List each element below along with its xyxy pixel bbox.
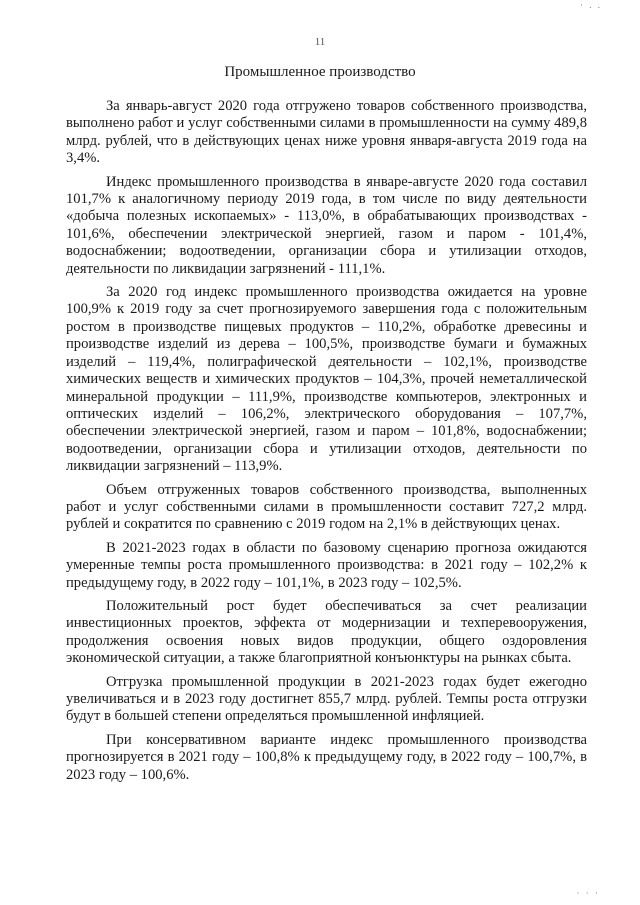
paragraph-shipment-volume: Объем отгруженных товаров собственного производства, выполненных работ и услуг собственными силами в промышленности составит 727,2 млрд. рублей и сократится по сравнению с 2019 годом на 2,1% в действующих ценах.	[66, 481, 587, 533]
paragraph-conservative-scenario: При консервативном варианте индекс промышленного производства прогнозируется в 2021 году – 100,8% к предыдущему году, в 2022 году – 100,7%, в 2023 году – 100,6%.	[66, 731, 587, 783]
paragraph-shipment-jan-aug: За январь-август 2020 года отгружено товаров собственного производства, выполнено работ и услуг собственными силами в промышленности на сумму 489,8 млрд. рублей, что в действующих ценах ниже уровня января-августа 2019 года на 3,4%.	[66, 98, 587, 167]
scan-mark-top: · . .	[580, 0, 602, 10]
section-title: Промышленное производство	[224, 64, 416, 80]
paragraph-production-index: Индекс промышленного производства в январе-августе 2020 года составил 101,7% к аналогичному периоду 2019 года, в том числе по виду деятельности «добыча полезных ископаемых» - 113,0%, в обрабатывающих производствах - 101,6%, обеспечении электрической энергией, газом и паром - 101,4%, водоснабжении; водоотведении, организации сбора и утилизации отходов, деятельности по ликвидации загрязнений - 111,1%.	[66, 173, 587, 277]
paragraph-growth-drivers: Положительный рост будет обеспечиваться за счет реализации инвестиционных проектов, эффекта от модернизации и техперевооружения, продолжения освоения новых видов продукции, общего оздоровления экономической ситуации, а также благоприятной конъюнктуры на рынках сбыта.	[66, 597, 587, 667]
paragraph-shipment-outlook: Отгрузка промышленной продукции в 2021-2023 годах будет ежегодно увеличиваться и в 2023 году достигнет 855,7 млрд. рублей. Темпы роста отгрузки будут в большей степени определяться промышленной инфляцией.	[66, 673, 587, 725]
scan-mark-bottom: · · ·	[576, 888, 600, 898]
paragraph-2020-forecast: За 2020 год индекс промышленного производства ожидается на уровне 100,9% к 2019 году за счет прогнозируемого завершения года с положительным ростом в производстве пищевых продуктов – 110,2%, обработке древесины и производстве изделий из дерева – 100,5%, производстве бумаги и бумажных изделий – 119,4%, полиграфической деятельности – 102,1%, производстве химических веществ и химических продуктов – 104,3%, прочей неметаллической минеральной продукции – 111,9%, производстве компьютеров, электронных и оптических изделий – 106,2%, электрического оборудования – 107,7%, обеспечении электрической энергией, газом и паром – 101,8%, водоснабжении; водоотведении, организации сбора и утилизации отходов, деятельности по ликвидации загрязнений – 113,9%.	[66, 284, 587, 475]
page-number: 11	[314, 36, 326, 48]
paragraph-base-scenario: В 2021-2023 годах в области по базовому сценарию прогноза ожидаются умеренные темпы роста промышленного производства: в 2021 году – 102,2% к предыдущему году, в 2022 году – 101,1%, в 2023 году – 102,5%.	[66, 539, 587, 591]
document-body	[66, 98, 587, 790]
